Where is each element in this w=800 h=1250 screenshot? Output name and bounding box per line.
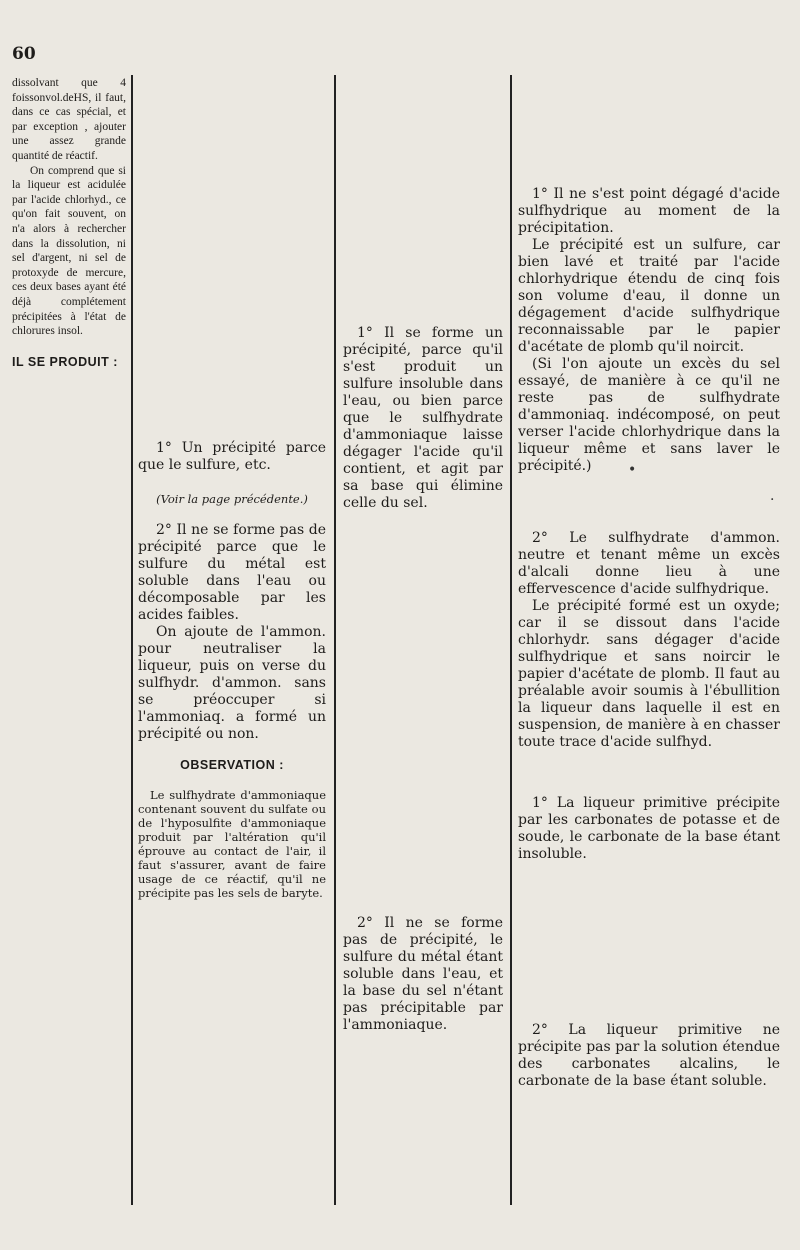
col2-paragraph-3: 2° Il ne se forme pas de précipité parce que le sulfure du métal est soluble dans l'eau ou décomposable par les acides faibles. <box>138 522 326 623</box>
column-3 <box>343 325 503 512</box>
col4-paragraph-2: Le précipité est un sulfure, car bien lavé et traité par l'acide chlorhydrique étendu de cinq fois son volume d'eau, il donne un dégagement d'acide sulfhydrique reconnaissable par le papier d'acétate de plomb qu'il noircit. <box>518 237 780 355</box>
col1-heading: IL SE PRODUIT : <box>12 354 118 369</box>
col4-paragraph-6: 1° La liqueur primitive précipite par les carbonates de potasse et de soude, le carbonate de la base étant insoluble. <box>518 795 780 862</box>
col4-paragraph-7: 2° La liqueur primitive ne précipite pas par la solution étendue des carbonates alcalins, le carbonate de la base étant soluble. <box>518 1022 780 1089</box>
observation-heading: OBSERVATION : <box>180 758 284 772</box>
col2-paragraph-2: (Voir la page précédente.) <box>156 492 308 506</box>
col4-paragraph-1: 1° Il ne s'est point dégagé d'acide sulfhydrique au moment de la précipitation. <box>518 186 780 236</box>
column-4 <box>518 186 780 475</box>
column-4-middle <box>518 530 780 751</box>
col3-paragraph-1: 1° Il se forme un précipité, parce qu'il s'est produit un sulfure insoluble dans l'eau, ou bien parce que le sulfhydrate d'ammoniaque laisse dégager l'acide qu'il contient, et agit par sa base qui élimine celle du sel. <box>343 325 503 511</box>
column-2 <box>138 440 326 900</box>
column-rule-3 <box>510 75 512 1205</box>
stray-mark-1: • <box>628 462 637 478</box>
column-rule-1 <box>131 75 133 1205</box>
col2-paragraph-1: 1° Un précipité parce que le sulfure, etc. <box>138 440 326 473</box>
col4-paragraph-3: (Si l'on ajoute un excès du sel essayé, de manière à ce qu'il ne reste pas de sulfhydrate d'ammoniaq. indécomposé, on peut verser l'acide chlorhydrique dans la liqueur même et sans laver le précipité.) <box>518 356 780 474</box>
col4-paragraph-4: 2° Le sulfhydrate d'ammon. neutre et tenant même un excès d'alcali donne lieu à une effervescence d'acide sulfhydrique. <box>518 530 780 597</box>
col2-paragraph-4: On ajoute de l'ammon. pour neutraliser la liqueur, puis on verse du sulfhydr. d'ammon. sans se préoccuper si l'ammoniaq. a formé un précipité ou non. <box>138 624 326 742</box>
observation-text: Le sulfhydrate d'ammoniaque contenant souvent du sulfate ou de l'hyposulfite d'ammoniaque produit par l'altération qu'il éprouve au contact de l'air, il faut s'assurer, avant de faire usage de ce réactif, qu'il ne précipite pas les sels de baryte. <box>138 788 326 900</box>
col1-paragraph-1: dissolvant que 4 foissonvol.deHS, il faut, dans ce cas spécial, et par exception , ajouter une assez grande quantité de réactif. <box>12 77 126 162</box>
column-rule-2 <box>334 75 336 1205</box>
col3-paragraph-2: 2° Il ne se forme pas de précipité, le sulfure du métal étant soluble dans l'eau, et la base du sel n'étant pas précipitable par l'ammoniaque. <box>343 915 503 1033</box>
col1-paragraph-2: On comprend que si la liqueur est acidulée par l'acide chlorhyd., ce qu'on fait souvent, on n'a alors à rechercher dans la dissolution, ni sel d'argent, ni sel de protoxyde de mercure, ces deux bases ayant été déjà complétement précipitées à l'état de chlorures insol. <box>12 164 126 338</box>
column-1 <box>12 76 126 369</box>
stray-mark-2: · <box>770 492 775 508</box>
column-4-lower <box>518 795 780 863</box>
col4-paragraph-5: Le précipité formé est un oxyde; car il se dissout dans l'acide chlorhydr. sans dégager d'acide sulfhydrique et sans noircir le papier d'acétate de plomb. Il faut au préalable avoir soumis à l'ébullition la liqueur dans laquelle il est en suspension, de manière à en chasser toute trace d'acide sulfhyd. <box>518 598 780 750</box>
column-3-lower <box>343 915 503 1034</box>
show-through-texture <box>140 95 760 113</box>
page-number: 60 <box>12 44 36 64</box>
column-4-bottom <box>518 1022 780 1090</box>
